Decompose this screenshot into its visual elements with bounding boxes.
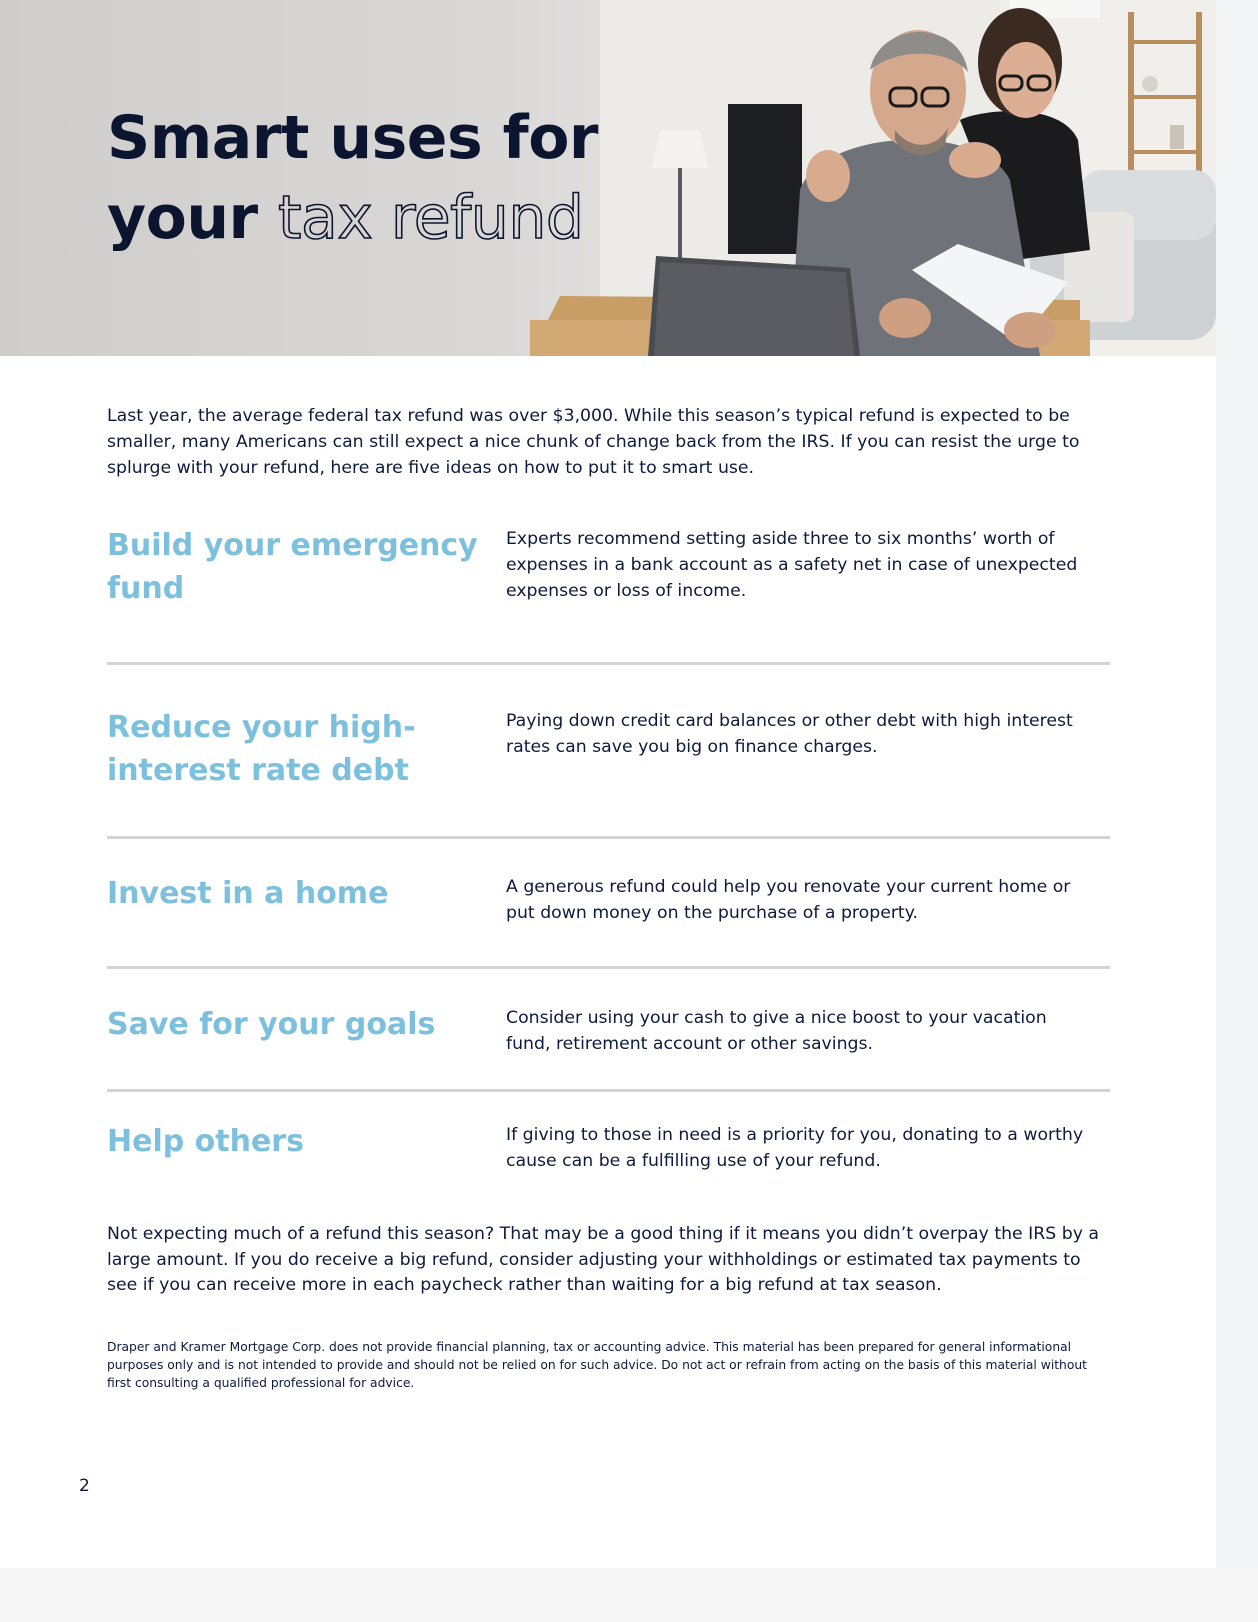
closing-paragraph: Not expecting much of a refund this season? That may be a good thing if it means you didn’t overpay the IRS by a large amount. If you do receive a big refund, consider adjusting your withholdings or estimated tax payments to see if you can receive more in each paycheck rather than waiting for a big refund at tax season. [107,1224,1100,1295]
tip-text: If giving to those in need is a priority for you, donating to a worthy cause can be a fulfilling use of your refund. [506,1125,1084,1171]
tip-text: Experts recommend setting aside three to six months’ worth of expenses in a bank account as a safety net in case of unexpected expenses or loss of income. [506,529,1078,601]
tip-text: A generous refund could help you renovate your current home or put down money on the purchase of a property. [506,877,1071,923]
tip-text: Consider using your cash to give a nice boost to your vacation fund, retirement account or other savings. [506,1008,1047,1054]
section-divider [107,1089,1110,1092]
intro-paragraph: Last year, the average federal tax refund was over $3,000. While this season’s typical refund is expected to be smaller, many Americans can still expect a nice chunk of change back from the IRS. If you can resist the urge to splurge with your refund, here are five ideas on how to put it to smart use. [107,406,1080,478]
section-divider [107,662,1110,665]
tip-heading: Save for your goals [107,1007,436,1042]
title-line-1: Smart uses for [107,103,599,173]
tip-text: Paying down credit card balances or other debt with high interest rates can save you big on finance charges. [506,711,1073,757]
page-bottom-strip [0,1568,1258,1622]
tip-heading: Invest in a home [107,876,389,911]
legal-disclaimer: Draper and Kramer Mortgage Corp. does not provide financial planning, tax or accounting advice. This material has been prepared for general informational purposes only and is not intended to provide and should not be relied on for such advice. Do not act or refrain from acting on the basis of this material without first consulting a qualified professional for advice. [107,1340,1087,1390]
page-number: 2 [79,1476,90,1496]
title-bold-word: your [107,183,258,253]
title-outline-words: tax refund [278,183,584,253]
section-divider [107,966,1110,969]
tip-heading: Reduce your high-interest rate debt [107,710,416,788]
title-line-2 [107,178,598,258]
page-title [107,98,598,258]
hero-banner [0,0,1216,356]
section-divider [107,836,1110,839]
tip-heading: Help others [107,1124,304,1159]
tip-heading: Build your emergency fund [107,528,478,606]
page-margin [1216,0,1258,1622]
